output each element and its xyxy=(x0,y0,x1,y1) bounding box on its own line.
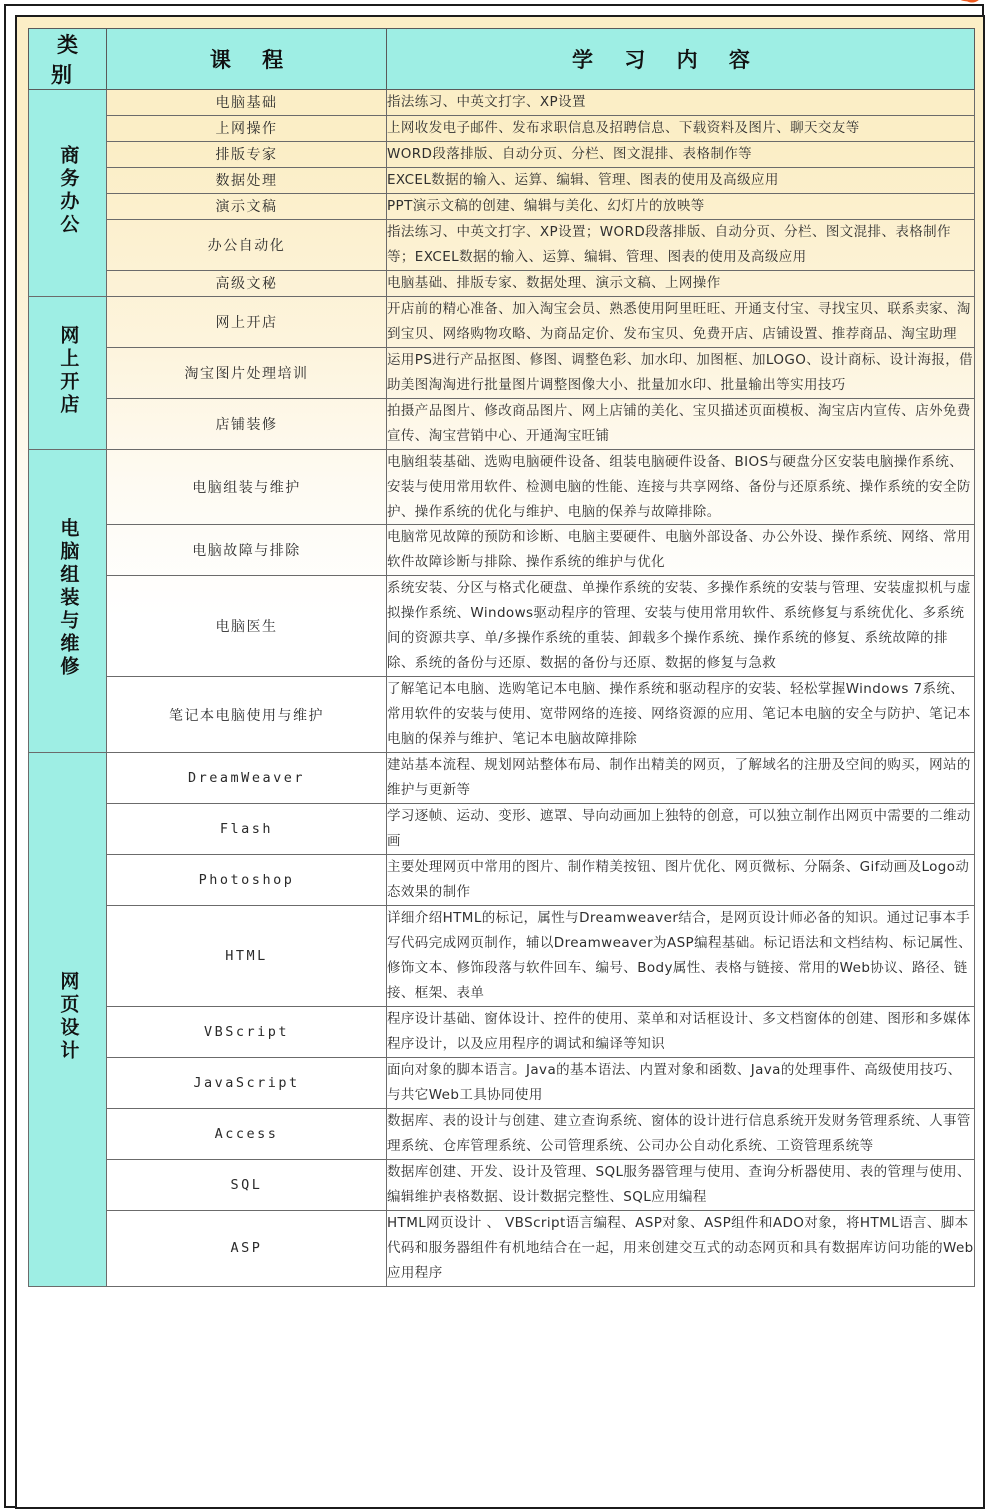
table-row xyxy=(29,804,975,855)
course-name-cell: 网上开店 xyxy=(107,296,387,347)
course-name-cell: 电脑医生 xyxy=(107,576,387,677)
corner-swirl-icon xyxy=(946,0,982,12)
course-name-cell: 演示文稿 xyxy=(107,193,387,219)
course-content-cell: 数据库创建、开发、设计及管理、SQL服务器管理与使用、查询分析器使用、表的管理与使用、编辑维护表格数据、设计数据完整性、SQL应用编程 xyxy=(387,1159,975,1210)
table-row xyxy=(29,1108,975,1159)
table-row xyxy=(29,525,975,576)
table-row xyxy=(29,115,975,141)
table-row xyxy=(29,1159,975,1210)
course-name-cell: Flash xyxy=(107,804,387,855)
course-content-cell: HTML网页设计 、 VBScript语言编程、ASP对象、ASP组件和ADO对象，将HTML语言、脚本代码和服务器组件有机地结合在一起，用来创建交互式的动态网页和具有数据库访问功能的Web应用程序 xyxy=(387,1210,975,1286)
course-name-cell: SQL xyxy=(107,1159,387,1210)
course-name-cell: DreamWeaver xyxy=(107,753,387,804)
table-row xyxy=(29,141,975,167)
course-content-cell: 拍摄产品图片、修改商品图片、网上店铺的美化、宝贝描述页面模板、淘宝店内宣传、店外免费宣传、淘宝营销中心、开通淘宝旺铺 xyxy=(387,398,975,449)
course-catalog-table xyxy=(28,28,975,1287)
course-content-cell: 面向对象的脚本语言。Java的基本语法、内置对象和函数、Java的处理事件、高级使用技巧、与共它Web工具协同使用 xyxy=(387,1057,975,1108)
course-content-cell: 主要处理网页中常用的图片、制作精美按钮、图片优化、网页微标、分隔条、Gif动画及Logo动态效果的制作 xyxy=(387,855,975,906)
course-content-cell: 了解笔记本电脑、选购笔记本电脑、操作系统和驱动程序的安装、轻松掌握Windows 7系统、常用软件的安装与使用、宽带网络的连接、网络资源的应用、笔记本电脑的安全与防护、笔记本电脑的保养与维护、笔记本电脑故障排除 xyxy=(387,677,975,753)
table-row xyxy=(29,1210,975,1286)
course-name-cell: 电脑基础 xyxy=(107,90,387,116)
course-content-cell: 详细介绍HTML的标记，属性与Dreamweaver结合，是网页设计师必备的知识。通过记事本手写代码完成网页制作，辅以Dreamweaver为ASP编程基础。标记语法和文档结构、标记属性、修饰文本、修饰段落与软件回车、编号、Body属性、表格与链接、常用的Web协议、路径、链接、框架、表单 xyxy=(387,906,975,1007)
course-content-cell: 开店前的精心准备、加入淘宝会员、熟悉使用阿里旺旺、开通支付宝、寻找宝贝、联系卖家、淘到宝贝、网络购物攻略、为商品定价、发布宝贝、免费开店、店铺设置、推荐商品、淘宝助理 xyxy=(387,296,975,347)
table-row xyxy=(29,90,975,116)
course-name-cell: ASP xyxy=(107,1210,387,1286)
table-row xyxy=(29,855,975,906)
course-content-cell: 电脑常见故障的预防和诊断、电脑主要硬件、电脑外部设备、办公外设、操作系统、网络、常用软件故障诊断与排除、操作系统的维护与优化 xyxy=(387,525,975,576)
table-inner-frame xyxy=(15,15,985,1509)
course-content-cell: 数据库、表的设计与创建、建立查询系统、窗体的设计进行信息系统开发财务管理系统、人事管理系统、仓库管理系统、公司管理系统、公司办公自动化系统、工资管理系统等 xyxy=(387,1108,975,1159)
course-content-cell: 程序设计基础、窗体设计、控件的使用、菜单和对话框设计、多文档窗体的创建、图形和多媒体程序设计，以及应用程序的调试和编译等知识 xyxy=(387,1006,975,1057)
course-content-cell: 上网收发电子邮件、发布求职信息及招聘信息、下载资料及图片、聊天交友等 xyxy=(387,115,975,141)
table-row xyxy=(29,677,975,753)
category-cell xyxy=(29,753,107,1286)
course-name-cell: 高级文秘 xyxy=(107,270,387,296)
table-row xyxy=(29,193,975,219)
table-row xyxy=(29,1006,975,1057)
course-name-cell: JavaScript xyxy=(107,1057,387,1108)
table-row xyxy=(29,347,975,398)
course-content-cell: 运用PS进行产品抠图、修图、调整色彩、加水印、加图框、加LOGO、设计商标、设计海报，借助美图淘淘进行批量图片调整图像大小、批量加水印、批量输出等实用技巧 xyxy=(387,347,975,398)
category-cell xyxy=(29,449,107,753)
header-category: 类 别 xyxy=(29,29,107,90)
course-name-cell: 数据处理 xyxy=(107,167,387,193)
course-name-cell: 笔记本电脑使用与维护 xyxy=(107,677,387,753)
course-content-cell: WORD段落排版、自动分页、分栏、图文混排、表格制作等 xyxy=(387,141,975,167)
category-cell xyxy=(29,296,107,449)
category-label: 网页设计 xyxy=(57,971,80,1064)
course-name-cell: HTML xyxy=(107,906,387,1007)
table-row xyxy=(29,398,975,449)
course-content-cell: 电脑组装基础、选购电脑硬件设备、组装电脑硬件设备、BIOS与硬盘分区安装电脑操作系统、安装与使用常用软件、检测电脑的性能、连接与共享网络、备份与还原系统、操作系统的安全防护、操作系统的优化与维护、电脑的保养与故障排除。 xyxy=(387,449,975,525)
table-body xyxy=(29,90,975,1287)
course-name-cell: 电脑组装与维护 xyxy=(107,449,387,525)
table-row xyxy=(29,753,975,804)
category-label: 网上开店 xyxy=(57,324,80,417)
header-content: 学 习 内 容 xyxy=(387,29,975,90)
table-row xyxy=(29,219,975,270)
course-name-cell: 淘宝图片处理培训 xyxy=(107,347,387,398)
course-content-cell: EXCEL数据的输入、运算、编辑、管理、图表的使用及高级应用 xyxy=(387,167,975,193)
course-name-cell: 排版专家 xyxy=(107,141,387,167)
course-name-cell: VBScript xyxy=(107,1006,387,1057)
header-course: 课 程 xyxy=(107,29,387,90)
course-content-cell: 指法练习、中英文打字、XP设置 xyxy=(387,90,975,116)
table-outer-frame xyxy=(4,4,984,1508)
course-content-cell: 指法练习、中英文打字、XP设置；WORD段落排版、自动分页、分栏、图文混排、表格制作等；EXCEL数据的输入、运算、编辑、管理、图表的使用及高级应用 xyxy=(387,219,975,270)
table-row xyxy=(29,270,975,296)
course-content-cell: 电脑基础、排版专家、数据处理、演示文稿、上网操作 xyxy=(387,270,975,296)
course-content-cell: 学习逐帧、运动、变形、遮罩、导向动画加上独特的创意，可以独立制作出网页中需要的二维动画 xyxy=(387,804,975,855)
category-label: 电脑组装与维修 xyxy=(57,518,80,680)
table-row xyxy=(29,1057,975,1108)
course-name-cell: 店铺装修 xyxy=(107,398,387,449)
table-row xyxy=(29,167,975,193)
course-name-cell: 电脑故障与排除 xyxy=(107,525,387,576)
table-row xyxy=(29,296,975,347)
table-row xyxy=(29,576,975,677)
table-row xyxy=(29,449,975,525)
course-name-cell: Access xyxy=(107,1108,387,1159)
course-content-cell: 建站基本流程、规划网站整体布局、制作出精美的网页，了解域名的注册及空间的购买，网站的维护与更新等 xyxy=(387,753,975,804)
course-content-cell: 系统安装、分区与格式化硬盘、单操作系统的安装、多操作系统的安装与管理、安装虚拟机与虚拟操作系统、Windows驱动程序的管理、安装与使用常用软件、系统修复与系统优化、多系统间的资源共享、单/多操作系统的重装、卸载多个操作系统、操作系统的修复、系统故障的排除、系统的备份与还原、数据的备份与还原、数据的修复与急救 xyxy=(387,576,975,677)
course-name-cell: 上网操作 xyxy=(107,115,387,141)
course-content-cell: PPT演示文稿的创建、编辑与美化、幻灯片的放映等 xyxy=(387,193,975,219)
category-label: 商务办公 xyxy=(57,144,80,237)
category-cell xyxy=(29,90,107,297)
course-name-cell: Photoshop xyxy=(107,855,387,906)
table-row xyxy=(29,906,975,1007)
table-header-row xyxy=(29,29,975,90)
course-name-cell: 办公自动化 xyxy=(107,219,387,270)
